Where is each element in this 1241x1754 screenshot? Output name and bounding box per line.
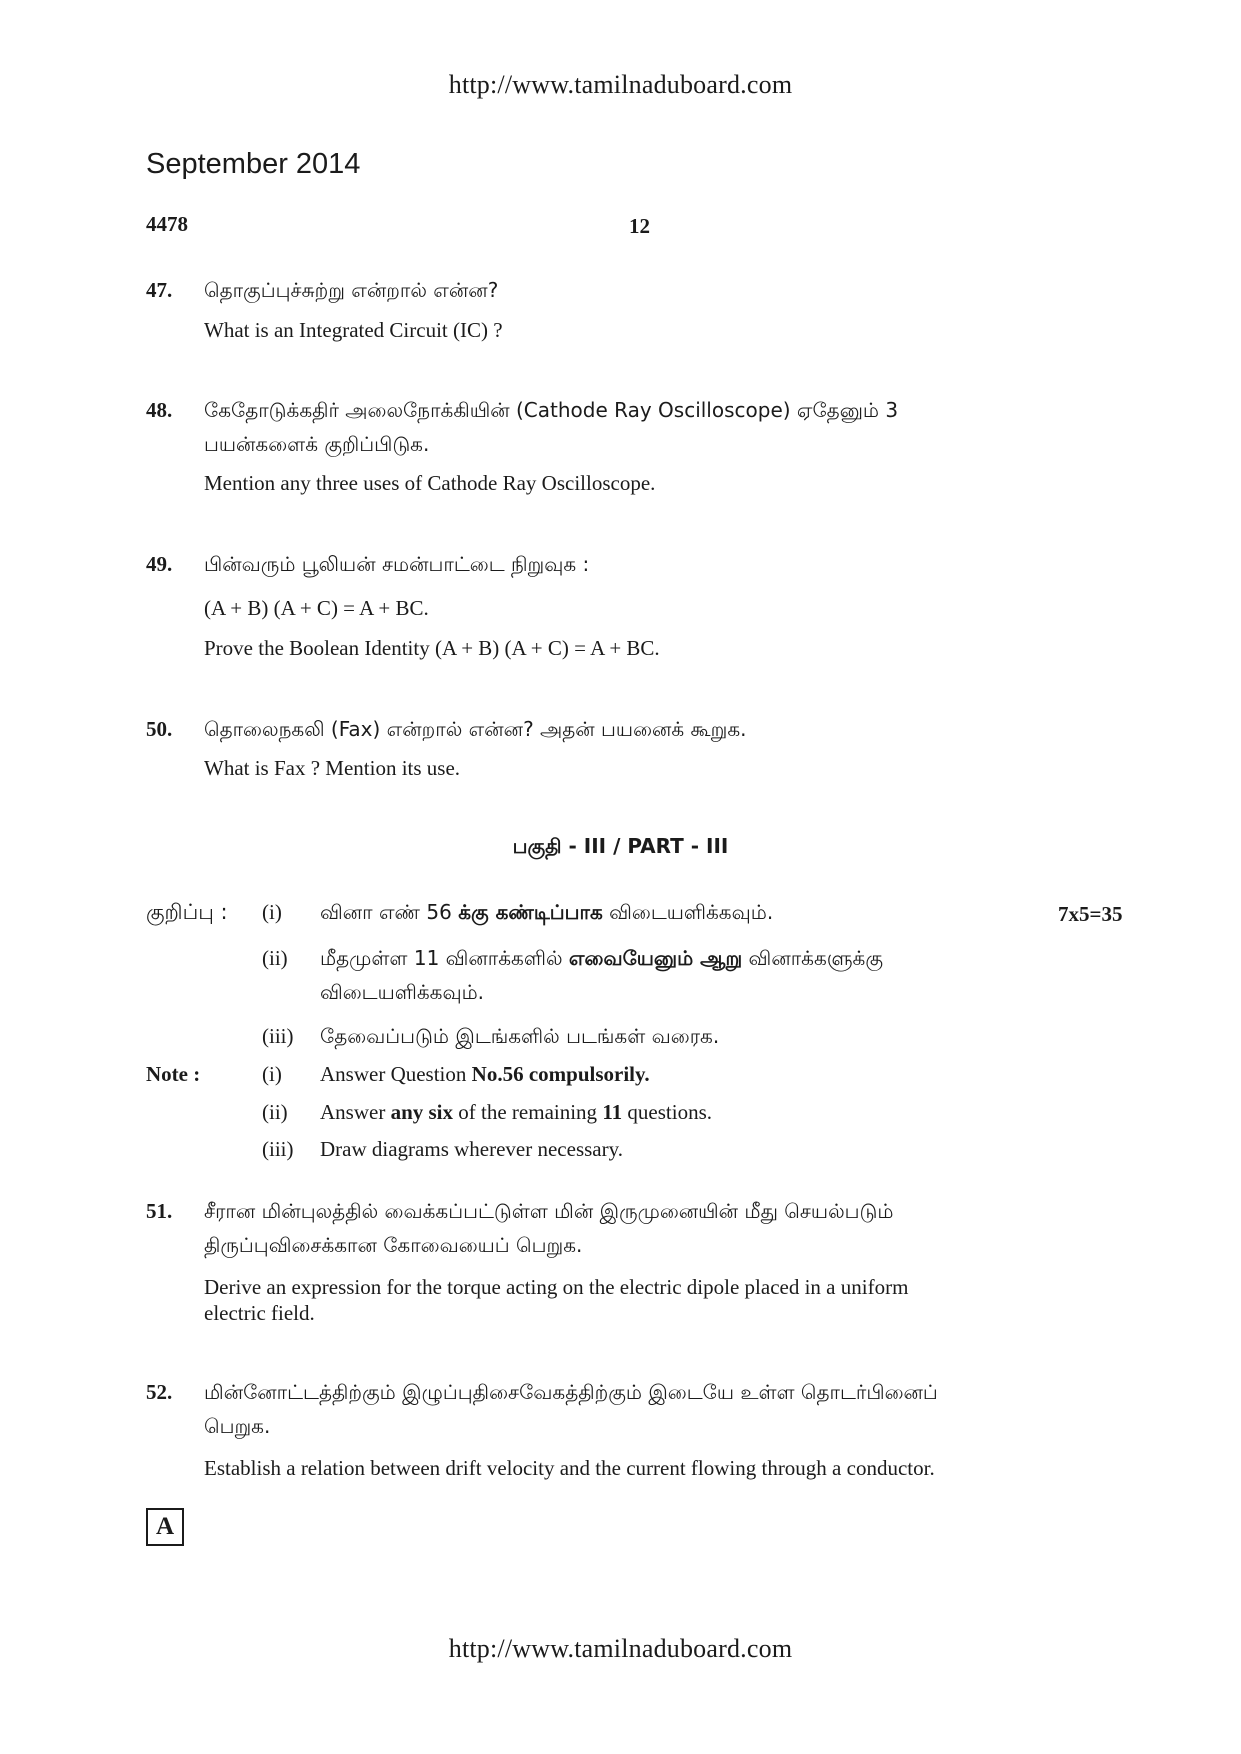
note-english-label: Note : — [146, 1062, 201, 1086]
page-number: 12 — [629, 214, 650, 238]
q48-tamil-line1: கேதோடுக்கதிர் அலைநோக்கியின் (Cathode Ray Oscilloscope) ஏதேனும் 3 — [204, 398, 899, 422]
note-tamil-iii-number: (iii) — [262, 1024, 294, 1048]
note-tamil-ii-number: (ii) — [262, 946, 288, 970]
note-english-iii-number: (iii) — [262, 1137, 294, 1161]
note-english-i-number: (i) — [262, 1062, 282, 1086]
note-english-ii-b: any six — [390, 1100, 454, 1124]
part-heading-text: பகுதி - III / PART - III — [512, 834, 729, 858]
q52-english: Establish a relation between drift velocity and the current flowing through a conductor. — [204, 1456, 935, 1480]
footer-url: http://www.tamilnaduboard.com — [448, 1634, 793, 1663]
q49-tamil: பின்வரும் பூலியன் சமன்பாட்டை நிறுவுக : — [204, 552, 590, 576]
note-english-ii-number: (ii) — [262, 1100, 288, 1124]
q50-english: What is Fax ? Mention its use. — [204, 756, 461, 780]
note-english-ii-a: Answer — [320, 1100, 391, 1124]
header-url: http://www.tamilnaduboard.com — [448, 70, 793, 99]
q51-tamil-line2: திருப்புவிசைக்கான கோவையைப் பெறுக. — [204, 1233, 583, 1257]
note-tamil-ii — [320, 946, 883, 973]
q47-english: What is an Integrated Circuit (IC) ? — [204, 318, 503, 342]
note-tamil-ii-a: மீதமுள்ள 11 வினாக்களில் — [320, 946, 569, 970]
q51-tamil-line1: சீரான மின்புலத்தில் வைக்கப்பட்டுள்ள மின் இருமுனையின் மீது செயல்படும் — [204, 1199, 894, 1223]
paper-code: 4478 — [146, 212, 188, 236]
note-english-ii — [320, 1100, 712, 1125]
note-tamil-ii-b: எவையேனும் ஆறு — [568, 946, 743, 970]
q48-number: 48. — [146, 398, 173, 422]
note-tamil-i-c: விடையளிக்கவும். — [602, 900, 774, 924]
note-tamil-ii-line2: விடையளிக்கவும். — [320, 980, 485, 1004]
q49-formula: (A + B) (A + C) = A + BC. — [204, 596, 429, 620]
q49-english: Prove the Boolean Identity (A + B) (A + C) = A + BC. — [204, 636, 660, 660]
note-tamil-ii-c: வினாக்களுக்கு — [742, 946, 883, 970]
note-english-i-b: No.56 compulsorily. — [471, 1062, 650, 1086]
q52-tamil-line1: மின்னோட்டத்திற்கும் இழுப்புதிசைவேகத்திற்கும் இடையே உள்ள தொடர்பினைப் — [204, 1380, 938, 1404]
note-tamil-i — [320, 900, 773, 927]
q51-english-line2: electric field. — [204, 1301, 315, 1325]
marks: 7x5=35 — [1058, 902, 1123, 926]
note-english-i — [320, 1062, 650, 1087]
q52-tamil-line2: பெறுக. — [204, 1414, 271, 1438]
q51-english-line1: Derive an expression for the torque acting on the electric dipole placed in a uniform — [204, 1275, 909, 1299]
note-tamil-i-b: க்கு கண்டிப்பாக — [458, 900, 603, 924]
note-tamil-i-a: வினா எண் 56 — [320, 900, 459, 924]
q50-number: 50. — [146, 717, 173, 741]
note-english-iii: Draw diagrams wherever necessary. — [320, 1137, 623, 1161]
q49-number: 49. — [146, 552, 173, 576]
q51-number: 51. — [146, 1199, 173, 1223]
q48-english: Mention any three uses of Cathode Ray Oscilloscope. — [204, 471, 656, 495]
note-english-ii-d: 11 — [602, 1100, 623, 1124]
part-heading — [0, 834, 1241, 861]
q47-number: 47. — [146, 278, 173, 302]
note-tamil-i-number: (i) — [262, 900, 282, 924]
q47-tamil: தொகுப்புச்சுற்று என்றால் என்ன? — [204, 278, 499, 302]
q48-tamil-line2: பயன்களைக் குறிப்பிடுக. — [204, 432, 430, 456]
booklet-letter-box: A — [146, 1508, 184, 1546]
note-english-i-a: Answer Question — [320, 1062, 472, 1086]
q50-tamil: தொலைநகலி (Fax) என்றால் என்ன? அதன் பயனைக் கூறுக. — [204, 717, 747, 741]
note-english-ii-e: questions. — [622, 1100, 712, 1124]
note-tamil-label: குறிப்பு : — [146, 900, 228, 924]
q52-number: 52. — [146, 1380, 173, 1404]
note-tamil-iii: தேவைப்படும் இடங்களில் படங்கள் வரைக. — [320, 1024, 720, 1048]
note-english-ii-c: of the remaining — [453, 1100, 603, 1124]
exam-date: September 2014 — [146, 148, 361, 180]
